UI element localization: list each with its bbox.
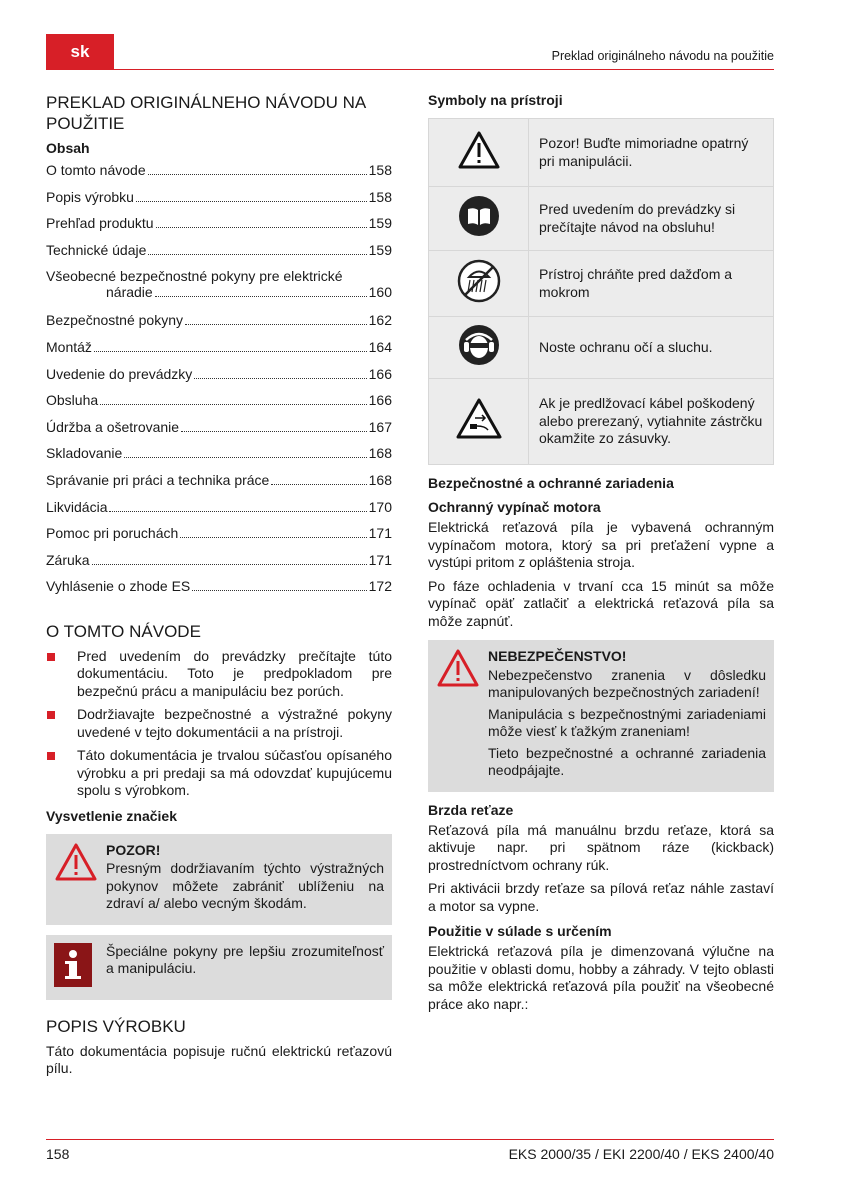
brake-heading: Brzda reťaze: [428, 801, 514, 818]
info-icon: [54, 943, 92, 987]
page-title: PREKLAD ORIGINÁLNEHO NÁVODU NA POUŽITIE: [46, 93, 366, 133]
symbols-heading: Symboly na prístroji: [428, 92, 563, 108]
toc-item[interactable]: O tomto návode 158: [46, 162, 392, 178]
caution-text: Presným dodržiavaním týchto výstražných pokynov môžete zabrániť ublíženiu na zdraví a/ alebo vecným škodám.: [106, 860, 384, 912]
toc-item[interactable]: Správanie pri práci a technika práce 168: [46, 471, 392, 488]
motor-heading: Ochranný vypínač motora: [428, 499, 601, 515]
footer-rule: [46, 1139, 774, 1140]
toc-item[interactable]: Skladovanie 168: [46, 445, 392, 462]
language-tab: sk: [46, 34, 114, 70]
product-text: Táto dokumentácia popisuje ručnú elektrickú reťazovú pílu.: [46, 1042, 392, 1077]
table-row: [429, 379, 774, 465]
table-row: [429, 251, 774, 317]
toc-item[interactable]: Montáž 164: [46, 338, 392, 355]
read-manual-icon: [458, 195, 500, 237]
toc-item[interactable]: Pomoc pri poruchách 171: [46, 525, 392, 542]
page-number: 158: [46, 1146, 70, 1162]
toc-item[interactable]: Uvedenie do prevádzky 166: [46, 365, 392, 382]
about-bullet-list: [46, 648, 392, 800]
danger-title: NEBEZPEČENSTVO!: [488, 648, 627, 664]
brake-paragraph-2: Pri aktivácii brzdy reťaze sa pílová reťaz náhle zastaví a motor sa vypne.: [428, 880, 774, 914]
symbol-text: Pred uvedením do prevádzky si prečítajte návod na obsluhu!: [529, 187, 774, 251]
list-item: Táto dokumentácia je trvalou súčasťou opísaného výrobku a pri predaji sa má odovzdať kupujúcemu spolu s výrobkom.: [46, 747, 392, 800]
product-heading: POPIS VÝROBKU: [46, 1016, 186, 1036]
use-heading: Použitie v súlade s určením: [428, 923, 612, 939]
toc-item[interactable]: Bezpečnostné pokyny 162: [46, 312, 392, 329]
danger-notice: [428, 640, 774, 792]
list-item: Dodržiavajte bezpečnostné a výstražné pokyny uvedené v tejto dokumentácii a na prístroji.: [46, 706, 392, 741]
about-heading: O TOMTO NÁVODE: [46, 621, 201, 641]
toc-item[interactable]: Záruka 171: [46, 551, 392, 568]
brake-paragraph-1: Reťazová píla má manuálnu brzdu reťaze, ktorá sa aktivuje napr. pri spätnom ráze (kickback) prostredníctvom ochrany rúk.: [428, 821, 774, 873]
toc-item[interactable]: Všeobecné bezpečnostné pokyny pre elektrické náradie 160: [46, 268, 392, 301]
symbol-text: Noste ochranu očí a sluchu.: [529, 317, 774, 379]
symbols-table: [428, 118, 774, 465]
toc-heading: Obsah: [46, 140, 90, 156]
no-rain-icon: [456, 258, 502, 304]
toc-item[interactable]: Vyhlásenie o zhode ES 172: [46, 578, 392, 595]
caution-notice: [46, 834, 392, 925]
header-title: Preklad originálneho návodu na použitie: [551, 49, 774, 63]
damaged-cable-icon: [455, 397, 503, 441]
safety-heading: Bezpečnostné a ochranné zariadenia: [428, 475, 674, 491]
table-row: [429, 119, 774, 187]
warning-triangle-icon: [436, 648, 480, 688]
symbol-text: Prístroj chráňte pred dažďom a mokrom: [529, 251, 774, 317]
symbol-text: Pozor! Buďte mimoriadne opatrný pri manipulácii.: [529, 119, 774, 187]
toc-item[interactable]: Údržba a ošetrovanie 167: [46, 418, 392, 435]
right-column: [428, 92, 774, 1019]
signs-heading: Vysvetlenie značiek: [46, 807, 178, 824]
table-of-contents: [46, 162, 392, 605]
danger-text: Manipulácia s bezpečnostnými zariadeniami môže viesť k ťažkým zraneniam!: [488, 705, 766, 739]
motor-paragraph-2: Po fáze ochladenia v trvaní cca 15 minút sa môže vypínač opäť zatlačiť a elektrická reťazová píla sa môže zapnúť.: [428, 577, 774, 629]
left-column: [46, 92, 392, 1084]
motor-paragraph-1: Elektrická reťazová píla je vybavená ochranným vypínačom motora, ktorý sa pri preťažení vypne a vystúpi pritom z opláštenia stroja.: [428, 519, 774, 570]
table-row: [429, 317, 774, 379]
warning-triangle-icon: [457, 130, 501, 170]
list-item: Pred uvedením do prevádzky prečítajte túto dokumentáciu. Toto je predpokladom pre bezpečnú prácu a manipuláciu bez porúch.: [46, 648, 392, 701]
warning-triangle-icon: [54, 842, 98, 882]
header-rule: [46, 69, 774, 70]
info-text: Špeciálne pokyny pre lepšiu zrozumiteľnosť a manipuláciu.: [106, 942, 384, 977]
toc-item[interactable]: Prehľad produktu 159: [46, 215, 392, 232]
symbol-text: Ak je predlžovací kábel poškodený alebo prerezaný, vytiahnite zástrčku okamžite zo zásuvky.: [529, 379, 774, 465]
toc-item[interactable]: Popis výrobku 158: [46, 188, 392, 205]
danger-text: Tieto bezpečnostné a ochranné zariadenia neodpájajte.: [488, 744, 766, 778]
model-name: EKS 2000/35 / EKI 2200/40 / EKS 2400/40: [508, 1146, 774, 1162]
table-row: [429, 187, 774, 251]
info-notice: [46, 935, 392, 1000]
danger-text: Nebezpečenstvo zranenia v dôsledku manipulovaných bezpečnostných zariadení!: [488, 666, 766, 700]
toc-item[interactable]: Technické údaje 159: [46, 241, 392, 258]
use-paragraph: Elektrická reťazová píla je dimenzovaná výlučne na použitie v oblasti domu, hobby a záhrady. V tejto oblasti sa môže elektrická reťazová píla použiť na všeobecné práce ako napr.:: [428, 943, 774, 1012]
caution-title: POZOR!: [106, 841, 161, 858]
eye-ear-protection-icon: [458, 324, 500, 366]
toc-item[interactable]: Likvidácia 170: [46, 498, 392, 515]
toc-item[interactable]: Obsluha 166: [46, 392, 392, 409]
